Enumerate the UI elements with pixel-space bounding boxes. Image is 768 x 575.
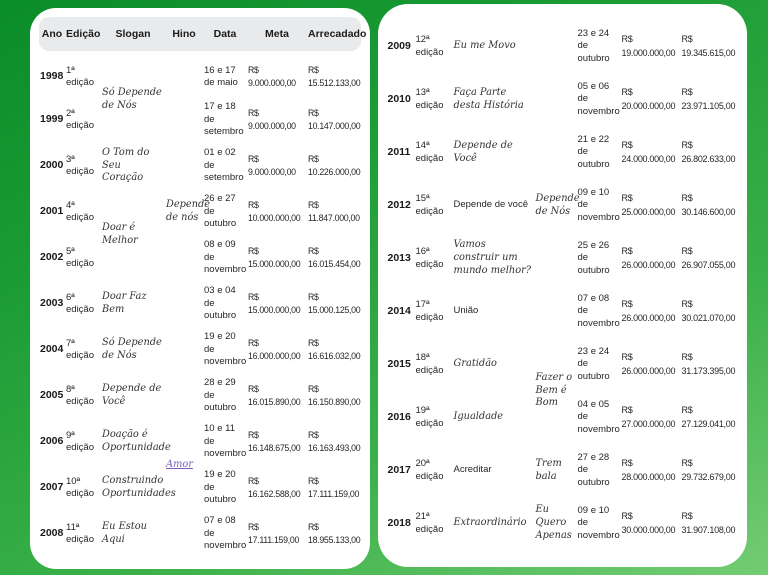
- amount-value: 15.000.000,00: [248, 305, 301, 315]
- currency-symbol: R$: [621, 299, 633, 309]
- year-cell: 2016: [387, 410, 411, 423]
- slogan-text: Construindo Oportunidades: [102, 475, 176, 499]
- date-cell: 16 e 17 de maio: [204, 64, 238, 88]
- slogan-cell: [453, 20, 535, 73]
- hino-cell: [165, 143, 203, 189]
- amount-value: 15.000.000,00: [248, 259, 301, 269]
- date-cell: 23 e 24 de outubro: [577, 345, 610, 382]
- year-cell: 2017: [387, 463, 411, 476]
- currency-symbol: R$: [248, 337, 259, 348]
- currency-symbol: R$: [308, 521, 319, 532]
- date-cell: 21 e 22 de outubro: [577, 133, 610, 170]
- meta-cell: [621, 126, 681, 179]
- date-cell: 09 e 10 de novembro: [577, 186, 620, 223]
- arrecadado-cell: [307, 419, 361, 465]
- amount-value: 16.163.493,00: [308, 443, 361, 453]
- amount-value: 11.847.000,00: [308, 213, 360, 223]
- date-cell: 07 e 08 de novembro: [577, 292, 620, 329]
- edition-cell: 17ª edição: [415, 299, 444, 323]
- date-cell: 04 e 05 de novembro: [577, 398, 620, 435]
- currency-symbol: R$: [681, 352, 693, 362]
- slogan-text: Eu Estou Aqui: [102, 521, 147, 545]
- amount-value: 30.146.600,00: [681, 206, 736, 217]
- currency-symbol: R$: [248, 383, 259, 394]
- year-cell: 2001: [40, 205, 64, 218]
- meta-cell: [247, 465, 307, 511]
- edition-cell: 1ª edição: [66, 64, 94, 88]
- hino-cell: [165, 281, 203, 327]
- slogan-cell: [453, 497, 535, 550]
- table-row: [387, 126, 739, 179]
- meta-cell: [621, 497, 681, 550]
- hino-cell: [535, 338, 577, 444]
- arrecadado-cell: [307, 97, 361, 143]
- amount-value: 19.345.615,00: [681, 47, 736, 58]
- hino-cell: [535, 73, 577, 126]
- header-arrecadado: Arrecadado: [307, 17, 361, 51]
- currency-symbol: R$: [248, 291, 259, 302]
- amount-value: 26.000.000,00: [621, 365, 676, 376]
- table-row: [39, 373, 361, 419]
- slogan-cell: [101, 189, 165, 281]
- year-cell: 2007: [40, 481, 64, 494]
- slogan-text: Doar é Melhor: [102, 222, 138, 246]
- currency-symbol: R$: [681, 299, 693, 309]
- slogan-cell: [101, 511, 165, 557]
- table-header: [39, 17, 367, 51]
- currency-symbol: R$: [681, 34, 693, 44]
- amount-value: 15.512.133,00: [308, 78, 361, 88]
- date-cell: 01 e 02 de setembro: [204, 147, 244, 184]
- currency-symbol: R$: [681, 405, 693, 415]
- meta-cell: [247, 373, 307, 419]
- arrecadado-cell: [307, 189, 361, 235]
- year-cell: 2002: [40, 251, 64, 264]
- slogan-text: Depende de Você: [453, 139, 513, 164]
- table-row: [39, 281, 361, 327]
- edition-cell: 8ª edição: [66, 383, 94, 407]
- slogan-cell: [101, 51, 165, 143]
- meta-cell: [621, 391, 681, 444]
- edition-cell: 9ª edição: [66, 429, 94, 453]
- edition-cell: 13ª edição: [415, 87, 444, 111]
- arrecadado-cell: [307, 143, 361, 189]
- year-cell: 2014: [387, 304, 411, 317]
- currency-symbol: R$: [621, 140, 633, 150]
- currency-symbol: R$: [308, 429, 319, 440]
- date-cell: 19 e 20 de novembro: [204, 331, 247, 368]
- hino-cell: [535, 20, 577, 73]
- edition-cell: 4ª edição: [66, 199, 94, 223]
- date-cell: 07 e 08 de novembro: [204, 515, 247, 552]
- arrecadado-cell: [681, 338, 739, 391]
- slogan-text: Só Depende de Nós: [102, 337, 162, 361]
- currency-symbol: R$: [308, 245, 319, 256]
- amount-value: 17.111.159,00: [308, 489, 360, 499]
- currency-symbol: R$: [308, 291, 319, 302]
- header-edicao: Edição: [65, 17, 101, 51]
- hino-text: Depende de Nós: [535, 192, 580, 217]
- amount-value: 18.955.133,00: [308, 535, 361, 545]
- year-cell: 2011: [387, 145, 411, 158]
- slogan-text: Doar Faz Bem: [102, 291, 147, 315]
- edition-cell: 15ª edição: [415, 193, 444, 217]
- slogan-text: Extraordinário: [453, 517, 527, 529]
- slogan-text: Igualdade: [453, 411, 504, 423]
- currency-symbol: R$: [248, 429, 259, 440]
- currency-symbol: R$: [248, 475, 259, 486]
- currency-symbol: R$: [248, 107, 259, 118]
- currency-symbol: R$: [248, 245, 259, 256]
- edition-cell: 14ª edição: [415, 140, 444, 164]
- date-cell: 28 e 29 de outubro: [204, 377, 237, 414]
- table-row: [387, 285, 739, 338]
- slogan-cell: [453, 338, 535, 391]
- table-row: [387, 179, 739, 232]
- edition-cell: 7ª edição: [66, 337, 94, 361]
- amount-value: 23.971.105,00: [681, 100, 736, 111]
- amount-value: 9.000.000,00: [248, 167, 296, 177]
- slogan-text: União: [453, 305, 479, 317]
- slogan-cell: [453, 73, 535, 126]
- slogan-text: Doação é Oportunidade: [102, 429, 171, 453]
- currency-symbol: R$: [308, 383, 319, 394]
- hino-link[interactable]: Amor: [166, 458, 193, 470]
- arrecadado-cell: [307, 373, 361, 419]
- hino-cell: [165, 51, 203, 97]
- hino-cell: [535, 285, 577, 338]
- slogan-cell: [101, 373, 165, 419]
- currency-symbol: R$: [681, 193, 693, 203]
- hino-text: Depende de nós: [166, 199, 211, 223]
- meta-cell: [247, 189, 307, 235]
- amount-value: 26.000.000,00: [621, 259, 676, 270]
- date-cell: 26 e 27 de outubro: [204, 193, 237, 230]
- hino-text: Fazer o Bem é Bom: [535, 371, 573, 409]
- slogan-cell: [101, 327, 165, 373]
- hino-cell: [165, 97, 203, 143]
- arrecadado-cell: [681, 126, 739, 179]
- date-cell: 03 e 04 de outubro: [204, 285, 237, 322]
- hino-text: Trem bala: [535, 457, 562, 482]
- arrecadado-cell: [307, 281, 361, 327]
- table-row: [39, 419, 361, 465]
- arrecadado-cell: [681, 232, 739, 285]
- amount-value: 27.000.000,00: [621, 418, 676, 429]
- date-cell: 08 e 09 de novembro: [204, 239, 247, 276]
- year-cell: 1998: [40, 70, 64, 83]
- slogan-cell: [101, 281, 165, 327]
- date-cell: 19 e 20 de outubro: [204, 469, 237, 506]
- arrecadado-cell: [307, 327, 361, 373]
- meta-cell: [621, 285, 681, 338]
- slogan-cell: [101, 143, 165, 189]
- slogan-text: Faça Parte desta História: [453, 86, 524, 111]
- edition-cell: 3ª edição: [66, 153, 94, 177]
- currency-symbol: R$: [308, 337, 319, 348]
- amount-value: 16.000.000,00: [248, 351, 301, 361]
- edition-cell: 19ª edição: [415, 405, 444, 429]
- currency-symbol: R$: [308, 475, 319, 486]
- currency-symbol: R$: [681, 246, 693, 256]
- slogan-text: Acreditar: [453, 464, 492, 476]
- year-cell: 2018: [387, 516, 411, 529]
- amount-value: 20.000.000,00: [621, 100, 676, 111]
- edition-cell: 21ª edição: [415, 511, 444, 535]
- currency-symbol: R$: [308, 64, 319, 75]
- meta-cell: [621, 444, 681, 497]
- date-cell: 23 e 24 de outubro: [577, 27, 610, 64]
- year-cell: 2015: [387, 357, 411, 370]
- edition-cell: 6ª edição: [66, 291, 94, 315]
- arrecadado-cell: [681, 391, 739, 444]
- table-row: [387, 444, 739, 497]
- year-cell: 2000: [40, 159, 64, 172]
- amount-value: 10.147.000,00: [308, 121, 361, 131]
- meta-cell: [247, 97, 307, 143]
- currency-symbol: R$: [621, 511, 633, 521]
- year-cell: 2004: [40, 343, 64, 356]
- hino-cell: [165, 189, 211, 235]
- meta-cell: [621, 232, 681, 285]
- hino-cell: [165, 235, 203, 281]
- arrecadado-cell: [307, 235, 361, 281]
- table-row: [39, 235, 361, 281]
- table-panel-right: [378, 4, 747, 567]
- edition-cell: 20ª edição: [415, 458, 444, 482]
- slogan-cell: [453, 126, 535, 179]
- arrecadado-cell: [681, 285, 739, 338]
- editions-table-right: [387, 20, 739, 550]
- amount-value: 26.802.633,00: [681, 153, 736, 164]
- date-cell: 25 e 26 de outubro: [577, 239, 610, 276]
- header-hino: Hino: [165, 17, 203, 51]
- meta-cell: [621, 20, 681, 73]
- arrecadado-cell: [307, 465, 361, 511]
- amount-value: 16.616.032,00: [308, 351, 361, 361]
- amount-value: 9.000.000,00: [248, 78, 296, 88]
- amount-value: 30.021.070,00: [681, 312, 736, 323]
- amount-value: 16.015.454,00: [308, 259, 361, 269]
- slogan-text: Eu me Movo: [453, 40, 516, 52]
- table-row: [39, 189, 361, 235]
- arrecadado-cell: [681, 73, 739, 126]
- year-cell: 2005: [40, 389, 64, 402]
- edition-cell: 18ª edição: [415, 352, 444, 376]
- header-slogan: Slogan: [101, 17, 165, 51]
- date-cell: 27 e 28 de outubro: [577, 451, 610, 488]
- slogan-cell: [101, 419, 171, 465]
- slogan-cell: [453, 232, 535, 285]
- year-cell: 2006: [40, 435, 64, 448]
- slogan-text: Vamos construir um mundo melhor?: [453, 239, 532, 276]
- date-cell: 17 e 18 de setembro: [204, 101, 244, 138]
- currency-symbol: R$: [621, 193, 633, 203]
- amount-value: 31.173.395,00: [681, 365, 736, 376]
- table-row: [387, 73, 739, 126]
- hino-text: Eu Quero Apenas: [535, 504, 572, 541]
- edition-cell: 11ª edição: [66, 521, 94, 545]
- currency-symbol: R$: [621, 405, 633, 415]
- slogan-text: Depende de você: [453, 199, 528, 211]
- edition-cell: 10ª edição: [66, 475, 94, 499]
- currency-symbol: R$: [621, 87, 633, 97]
- arrecadado-cell: [307, 511, 361, 557]
- slogan-text: O Tom do Seu Coração: [102, 146, 150, 184]
- year-cell: 2008: [40, 527, 64, 540]
- table-row: [387, 338, 739, 391]
- slogan-cell: [453, 391, 535, 444]
- amount-value: 25.000.000,00: [621, 206, 676, 217]
- currency-symbol: R$: [621, 246, 633, 256]
- arrecadado-cell: [681, 179, 739, 232]
- currency-symbol: R$: [621, 34, 633, 44]
- amount-value: 16.015.890,00: [248, 397, 301, 407]
- hino-cell: [535, 444, 577, 497]
- currency-symbol: R$: [621, 352, 633, 362]
- currency-symbol: R$: [681, 458, 693, 468]
- slogan-cell: [453, 285, 535, 338]
- slogan-text: Depende de Você: [102, 383, 162, 407]
- editions-table-left: [39, 17, 367, 557]
- amount-value: 31.907.108,00: [681, 524, 736, 535]
- meta-cell: [621, 179, 681, 232]
- hino-cell: [165, 511, 203, 557]
- year-cell: 2010: [387, 92, 411, 105]
- table-panel-left: [30, 8, 370, 569]
- amount-value: 30.000.000,00: [621, 524, 676, 535]
- date-cell: 09 e 10 de novembro: [577, 504, 620, 541]
- amount-value: 28.000.000,00: [621, 471, 676, 482]
- hino-cell: [535, 232, 577, 285]
- amount-value: 9.000.000,00: [248, 121, 296, 131]
- edition-cell: 12ª edição: [415, 34, 444, 58]
- table-row: [387, 497, 739, 550]
- table-row: [39, 511, 361, 557]
- table-row: [39, 143, 361, 189]
- meta-cell: [247, 235, 307, 281]
- amount-value: 27.129.041,00: [681, 418, 736, 429]
- meta-cell: [247, 327, 307, 373]
- slogan-cell: [101, 465, 176, 511]
- edition-cell: 5ª edição: [66, 245, 94, 269]
- hino-cell: [535, 126, 577, 179]
- currency-symbol: R$: [681, 140, 693, 150]
- currency-symbol: R$: [308, 153, 319, 164]
- currency-symbol: R$: [308, 199, 319, 210]
- amount-value: 15.000.125,00: [308, 305, 361, 315]
- currency-symbol: R$: [248, 64, 259, 75]
- edition-cell: 2ª edição: [66, 107, 94, 131]
- currency-symbol: R$: [248, 199, 259, 210]
- header-row: [39, 17, 361, 51]
- currency-symbol: R$: [308, 107, 319, 118]
- amount-value: 26.000.000,00: [621, 312, 676, 323]
- slogan-text: Gratidão: [453, 358, 497, 370]
- meta-cell: [247, 281, 307, 327]
- hino-cell: [165, 373, 203, 419]
- date-cell: 05 e 06 de novembro: [577, 80, 620, 117]
- slogan-text: Só Depende de Nós: [102, 87, 162, 111]
- table-row: [387, 232, 739, 285]
- arrecadado-cell: [307, 51, 361, 97]
- arrecadado-cell: [681, 497, 739, 550]
- year-cell: 2003: [40, 297, 64, 310]
- currency-symbol: R$: [248, 521, 259, 532]
- amount-value: 26.907.055,00: [681, 259, 736, 270]
- amount-value: 16.148.675,00: [248, 443, 301, 453]
- year-cell: 1999: [40, 113, 64, 126]
- amount-value: 10.226.000,00: [308, 167, 361, 177]
- hino-cell: [165, 327, 203, 373]
- table-row: [387, 20, 739, 73]
- header-data: Data: [203, 17, 247, 51]
- year-cell: 2012: [387, 198, 411, 211]
- meta-cell: [247, 51, 307, 97]
- header-ano: Ano: [39, 17, 65, 51]
- hino-cell: [535, 179, 580, 232]
- meta-cell: [621, 73, 681, 126]
- currency-symbol: R$: [681, 87, 693, 97]
- currency-symbol: R$: [248, 153, 259, 164]
- left-tbody: [39, 51, 361, 557]
- currency-symbol: R$: [681, 511, 693, 521]
- amount-value: 19.000.000,00: [621, 47, 676, 58]
- slogan-cell: [453, 444, 535, 497]
- meta-cell: [247, 419, 307, 465]
- year-cell: 2009: [387, 39, 411, 52]
- header-meta: Meta: [247, 17, 307, 51]
- amount-value: 17.111.159,00: [248, 535, 300, 545]
- date-cell: 10 e 11 de novembro: [204, 423, 247, 460]
- meta-cell: [247, 511, 307, 557]
- amount-value: 16.162.588,00: [248, 489, 301, 499]
- amount-value: 10.000.000,00: [248, 213, 301, 223]
- hino-cell: [535, 497, 577, 550]
- meta-cell: [621, 338, 681, 391]
- table-row: [39, 51, 361, 97]
- meta-cell: [247, 143, 307, 189]
- amount-value: 16.150.890,00: [308, 397, 361, 407]
- edition-cell: 16ª edição: [415, 246, 444, 270]
- table-row: [39, 327, 361, 373]
- right-tbody: [387, 20, 739, 550]
- currency-symbol: R$: [621, 458, 633, 468]
- year-cell: 2013: [387, 251, 411, 264]
- arrecadado-cell: [681, 444, 739, 497]
- table-row: [39, 97, 361, 143]
- slogan-cell: [453, 179, 535, 232]
- arrecadado-cell: [681, 20, 739, 73]
- amount-value: 29.732.679,00: [681, 471, 736, 482]
- amount-value: 24.000.000,00: [621, 153, 676, 164]
